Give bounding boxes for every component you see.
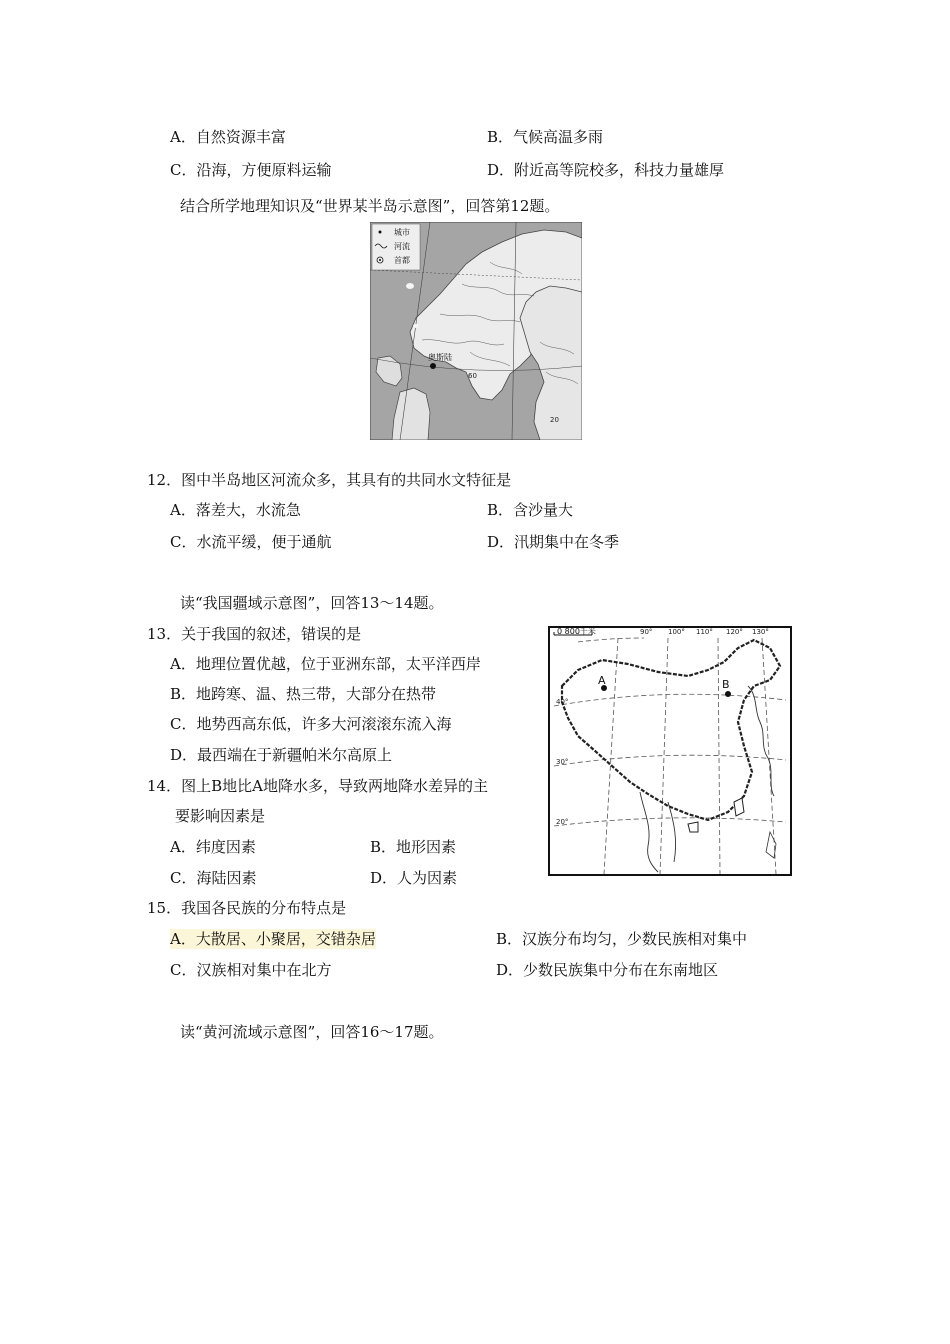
q12-option-b: B．含沙量大 bbox=[487, 501, 574, 519]
map-scale: 0 800千米 bbox=[557, 627, 596, 636]
lat-label-20: 20° bbox=[556, 818, 569, 826]
lon-label-100: 100° bbox=[668, 628, 685, 636]
q12-intro: 结合所学地理知识及“世界某半岛示意图”，回答第12题。 bbox=[180, 197, 560, 215]
q13-option-c: C．地势西高东低，许多大河滚滚东流入海 bbox=[170, 715, 452, 733]
china-map-svg bbox=[548, 626, 792, 876]
lat-label-60: 60 bbox=[468, 372, 477, 380]
oslo-label: 奥斯陆 bbox=[428, 353, 452, 362]
q16-intro: 读“黄河流域示意图”，回答16～17题。 bbox=[180, 1023, 444, 1041]
china-territory-map bbox=[548, 626, 792, 876]
peninsula-map-svg bbox=[370, 222, 582, 440]
lat-label-30: 30° bbox=[556, 758, 569, 766]
q15-option-c: C．汉族相对集中在北方 bbox=[170, 961, 332, 979]
q14-stem-line2: 要影响因素是 bbox=[175, 807, 266, 825]
q15-option-b: B．汉族分布均匀，少数民族相对集中 bbox=[496, 930, 748, 948]
q15-option-d: D．少数民族集中分布在东南地区 bbox=[496, 961, 719, 979]
q15-stem: 15．我国各民族的分布特点是 bbox=[147, 899, 347, 917]
legend-city-label: 城市 bbox=[394, 228, 410, 237]
q14-option-c: C．海陆因素 bbox=[170, 869, 257, 887]
point-b-marker bbox=[725, 691, 731, 697]
q12-option-d: D．汛期集中在冬季 bbox=[487, 533, 620, 551]
lon-label-120: 120° bbox=[726, 628, 743, 636]
q15-option-a: A．大散居、小聚居，交错杂居 bbox=[170, 930, 376, 948]
oslo-marker bbox=[430, 363, 436, 369]
q11-option-c: C．沿海，方便原料运输 bbox=[170, 161, 332, 179]
q11-option-d: D．附近高等院校多，科技力量雄厚 bbox=[487, 161, 725, 179]
q14-option-d: D．人为因素 bbox=[370, 869, 458, 887]
legend-capital-label: 首都 bbox=[394, 256, 410, 265]
q13-stem: 13．关于我国的叙述，错误的是 bbox=[147, 625, 362, 643]
q13-option-d: D．最西端在于新疆帕米尔高原上 bbox=[170, 746, 393, 764]
q11-option-a: A．自然资源丰富 bbox=[170, 128, 286, 146]
q13-intro: 读“我国疆域示意图”，回答13～14题。 bbox=[180, 594, 444, 612]
peninsula-map bbox=[370, 222, 582, 440]
point-a-label: A bbox=[598, 674, 606, 687]
legend-river-label: 河流 bbox=[394, 242, 410, 251]
q13-option-b: B．地跨寒、温、热三带，大部分在热带 bbox=[170, 685, 437, 703]
q14-stem-line1: 14．图上B地比A地降水多，导致两地降水差异的主 bbox=[147, 777, 488, 795]
q12-option-c: C．水流平缓，便于通航 bbox=[170, 533, 332, 551]
q14-option-a: A．纬度因素 bbox=[170, 838, 256, 856]
lon-label-130: 130° bbox=[752, 628, 769, 636]
lon-label-110: 110° bbox=[696, 628, 713, 636]
q11-option-b: B．气候高温多雨 bbox=[487, 128, 604, 146]
q13-option-a: A．地理位置优越，位于亚洲东部，太平洋西岸 bbox=[170, 655, 481, 673]
lat-label-40: 40° bbox=[556, 698, 569, 706]
lon-label-20: 20 bbox=[550, 416, 559, 424]
q14-option-b: B．地形因素 bbox=[370, 838, 457, 856]
q12-option-a: A．落差大，水流急 bbox=[170, 501, 301, 519]
point-b-label: B bbox=[722, 678, 730, 691]
q12-stem: 12．图中半岛地区河流众多，其具有的共同水文特征是 bbox=[147, 471, 512, 489]
lon-label-90: 90° bbox=[640, 628, 653, 636]
